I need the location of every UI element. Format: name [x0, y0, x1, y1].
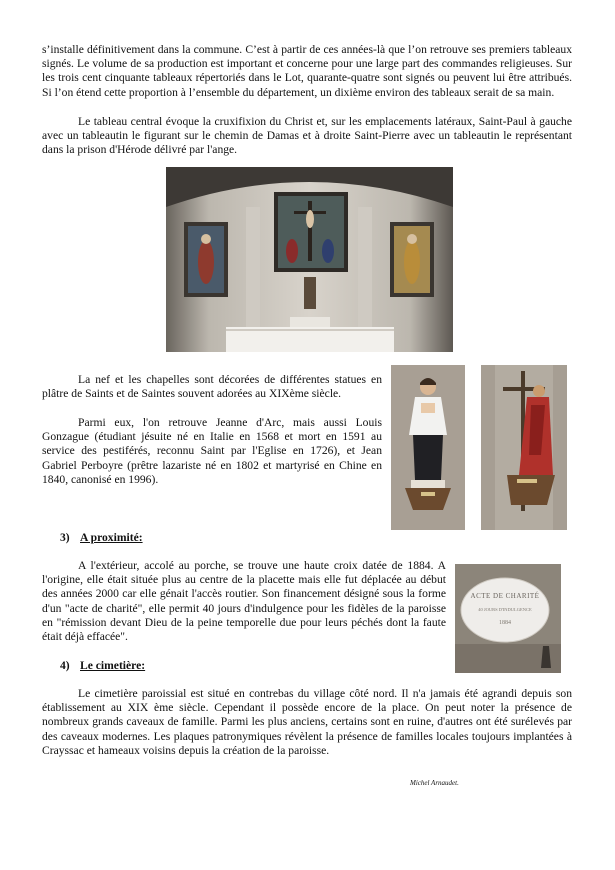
- section-3-number: 3): [60, 531, 70, 544]
- paragraph-central-painting: Le tableau central évoque la cruxifixion du Christ et, sur les emplacements latéraux, Saint-Paul à gauche avec un tableautin le figurant sur le chemin de Damas et à droite Saint-Pierre avec un tableautin le représentant dans la prison d'Hérode délivré par l'ange.: [42, 115, 572, 157]
- section-4-title: Le cimetière:: [80, 659, 146, 672]
- paragraph-statues: La nef et les chapelles sont décorées de différentes statues en plâtre de Saints et de Saintes souvent adorées au XIXème siècle.: [42, 373, 382, 401]
- altar-photo: [166, 167, 453, 352]
- plaque-line-1: ACTE DE CHARITÉ: [470, 592, 540, 600]
- paragraph-cross: A l'extérieur, accolé au porche, se trouve une haute croix datée de 1884. A l'origine, elle était située plus au centre de la placette mais elle fut déplacée au début des années 2000 car elle génait l'accès routier. Son financement désigné sous la forme d'un "acte de charité", elle permit 40 jours d'indulgence pour les fidèles de la paroisse en "rémission devant Dieu de la peine temporelle due pour leurs péchés dont la faute était déjà effacée".: [42, 559, 446, 644]
- paragraph-cemetery: Le cimetière paroissial est situé en contrebas du village côté nord. Il n'a jamais été agrandi depuis son établissement au XIX ème siècle. Cependant il possède encore de la place. On peut noter la présence de nombreux grands caveaux de famille. Parmi les plus anciens, certains sont en ruine, d'autres ont été surélevés par des caveaux modernes. Les plaques patronymiques révèlent la présence de familles locales toujours implantées à Crayssac et hameaux voisins depuis la création de la paroisse.: [42, 687, 572, 757]
- plaque-line-3: 1884: [499, 620, 511, 626]
- statue-jean-gabriel-perboyre-photo: [481, 365, 567, 530]
- section-4-heading: [60, 659, 145, 672]
- paragraph-painter-production: s’installe définitivement dans la commune. C’est à partir de ces années-là que l’on retrouve ses premiers tableaux signés. Le volume de sa production est important et concerne pour une large part des commandes religieuses. Sur les trois cent cinquante tableaux répertoriés dans le Lot, quarante-quatre sont signés ou peuvent lui être attribués. Si l’on étend cette proportion à l’ensemble du département, un dixième environ des tableaux serait de sa main.: [42, 43, 572, 99]
- section-3-title: A proximité:: [80, 531, 143, 544]
- paragraph-saints: Parmi eux, l'on retrouve Jeanne d'Arc, mais aussi Louis Gonzague (étudiant jésuite né en Italie en 1568 et mort en 1591 au service des pestiférés, reconnu Saint par l'Eglise en 1726), et Jean Gabriel Perboyre (prêtre lazariste né en 1802 et martyrisé en Chine en 1840, canonisé en 1996).: [42, 416, 382, 486]
- author-signature: Michel Arnaudet.: [410, 779, 459, 787]
- charity-plaque-photo: [455, 564, 561, 673]
- statue-louis-gonzague-photo: [391, 365, 465, 530]
- section-3-heading: [60, 531, 143, 544]
- plaque-line-2: 40 JOURS D'INDULGENCE: [478, 607, 532, 612]
- section-4-number: 4): [60, 659, 70, 672]
